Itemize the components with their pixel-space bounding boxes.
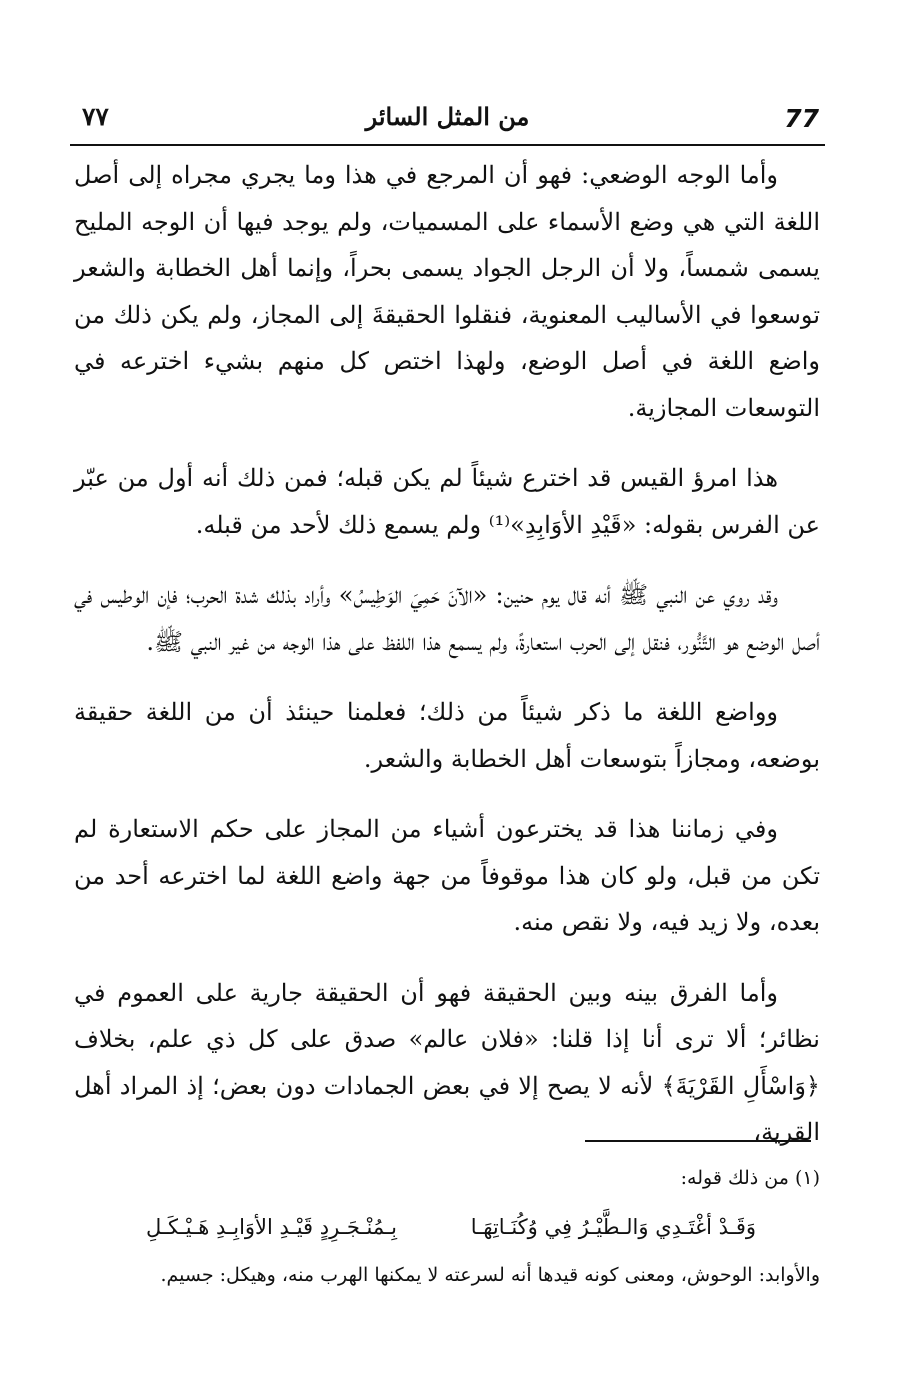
- verse-second-hemistich: بِـمُنْـجَـرِدٍ قَيْـدِ الأوَابِـدِ هَـيْـكَـلِ: [146, 1215, 398, 1239]
- paragraph-language-founder: وواضع اللغة ما ذكر شيئاً من ذلك؛ فعلمنا حينئذ أن من اللغة حقيقة بوضعه، ومجازاً بتوسعات أهل الخطابة والشعر.: [74, 698, 820, 773]
- running-title: من المثل السائر: [365, 102, 530, 131]
- paragraph-hadith-hunayn: وقد روي عن النبي ﷺ أنه قال يوم حنين: «الآنَ حَمِيَ الوَطِيسُ» وأراد بذلك شدة الحرب؛ فإن الوطيس في أصل الوضع هو التَّنُّور، فنقل إلى الحرب استعارةً، ولم يسمع هذا اللفظ على هذا الوجه من غير النبي ﷺ.: [74, 581, 820, 656]
- footnote-separator: [585, 1140, 811, 1142]
- paragraph-imru-al-qais: هذا امرؤ القيس قد اخترع شيئاً لم يكن قبله؛ فمن ذلك أنه أول من عبّر عن الفرس بقوله: «قَيْدِ الأوَابِدِ»⁽¹⁾ ولم يسمع ذلك لأحد من قبله.: [74, 464, 820, 539]
- paragraph-literal-meaning: وأما الوجه الوضعي: فهو أن المرجع في هذا وما يجري مجراه إلى أصل اللغة التي هي وضع الأسماء على المسميات، ولم يوجد فيها أن الوجه المليح يسمى شمساً، ولا أن الرجل الجواد يسمى بحراً، وإنما أهل الخطابة والشعر توسعوا في الأساليب المعنوية، فنقلوا الحقيقةَ إلى المجاز، ولم يكن ذلك من واضع اللغة في أصل الوضع، ولهذا اختص كل منهم بشيء اخترعه في التوسعات المجازية.: [74, 161, 820, 422]
- header-rule: [70, 144, 825, 146]
- verse-first-hemistich: وَقَـدْ أغْتَـدِي وَالـطَّيْـرُ فِي وُكُنَـاتِهَـا: [470, 1215, 756, 1239]
- paragraph-our-time: وفي زماننا هذا قد يخترعون أشياء من المجاز على حكم الاستعارة لم تكن من قبل، ولو كان هذا موقوفاً من جهة واضع اللغة لما اخترعه أحد من بعده، ولا زيد فيه، ولا نقص منه.: [74, 815, 820, 936]
- footnotes: [74, 1160, 820, 1292]
- page-number-arabic: ٧٧: [82, 102, 109, 131]
- page-number-latin: 77: [784, 104, 819, 133]
- main-text: [74, 152, 820, 1156]
- page-header: [70, 98, 825, 142]
- footnote-intro: (١) من ذلك قوله:: [680, 1167, 820, 1189]
- footnote-gloss: والأوابد: الوحوش، ومعنى كونه قيدها أنه لسرعته لا يمكنها الهرب منه، وهيكل: جسيم.: [160, 1264, 820, 1286]
- paragraph-difference: وأما الفرق بينه وبين الحقيقة فهو أن الحقيقة جارية على العموم في نظائر؛ ألا ترى أنا إذا قلنا: «فلان عالم» صدق على كل ذي علم، بخلاف ﴿وَاسْأَلِ القَرْيَةَ﴾ لأنه لا يصح إلا في بعض الجمادات دون بعض؛ إذ المراد أهل القرية،: [74, 978, 820, 1146]
- footnote-verse: [74, 1196, 820, 1258]
